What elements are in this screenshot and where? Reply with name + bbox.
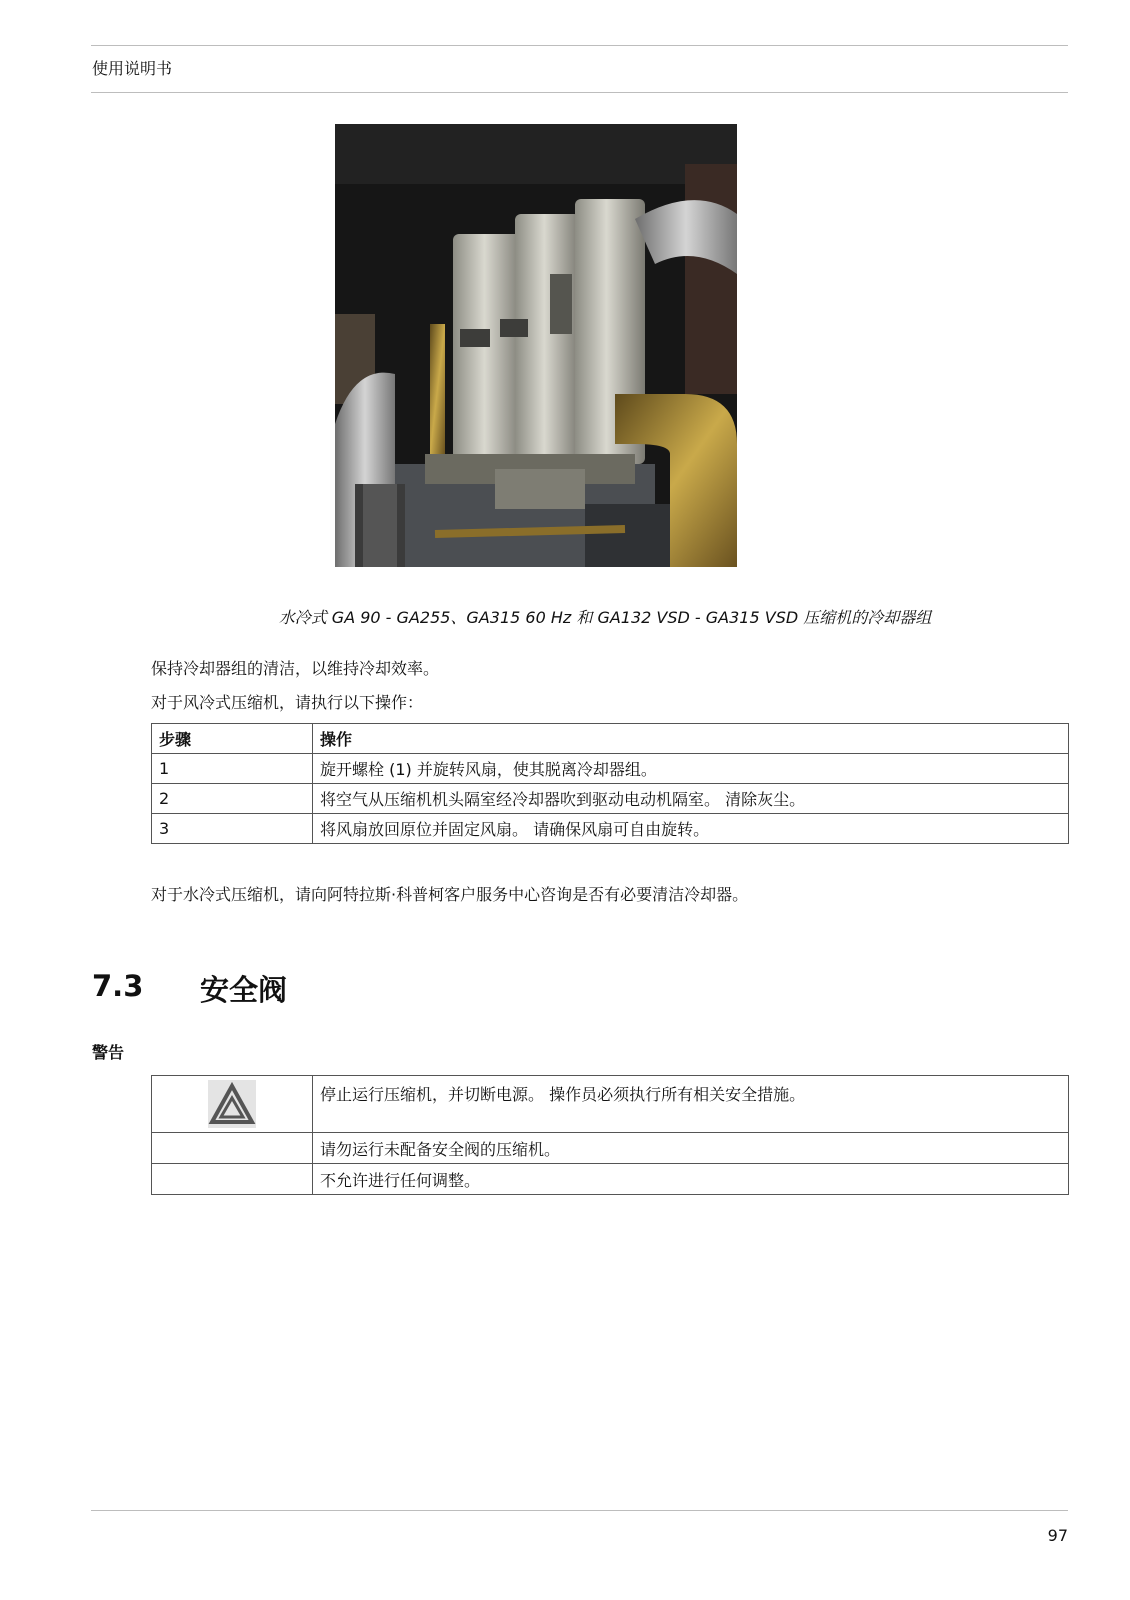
document-title: 使用说明书 xyxy=(92,59,173,78)
warning-text: 不允许进行任何调整。 xyxy=(313,1164,1069,1195)
intro-paragraph-1: 保持冷却器组的清洁，以维持冷却效率。 xyxy=(151,659,440,678)
step-number: 2 xyxy=(152,784,313,814)
header-rule-top xyxy=(91,45,1068,46)
warning-text: 请勿运行未配备安全阀的压缩机。 xyxy=(313,1133,1069,1164)
intro-paragraph-2: 对于风冷式压缩机，请执行以下操作： xyxy=(151,693,424,712)
column-header-step: 步骤 xyxy=(152,724,313,754)
column-header-action: 操作 xyxy=(313,724,1069,754)
step-action: 将风扇放回原位并固定风扇。 请确保风扇可自由旋转。 xyxy=(313,814,1069,844)
table-row xyxy=(152,1076,1069,1133)
step-number: 1 xyxy=(152,754,313,784)
warning-text: 停止运行压缩机，并切断电源。 操作员必须执行所有相关安全措施。 xyxy=(313,1076,1069,1133)
warning-triangle-icon xyxy=(208,1080,256,1128)
table-row xyxy=(152,784,1069,814)
section-number: 7.3 xyxy=(92,969,144,1003)
step-number: 3 xyxy=(152,814,313,844)
empty-cell xyxy=(152,1164,313,1195)
table-row xyxy=(152,754,1069,784)
empty-cell xyxy=(152,1133,313,1164)
water-cooled-note: 对于水冷式压缩机，请向阿特拉斯·科普柯客户服务中心咨询是否有必要清洁冷却器。 xyxy=(151,885,749,904)
table-row xyxy=(152,814,1069,844)
header-rule-bottom xyxy=(91,92,1068,93)
step-action: 旋开螺栓 (1) 并旋转风扇，使其脱离冷却器组。 xyxy=(313,754,1069,784)
warning-table xyxy=(151,1075,1069,1195)
table-header-row xyxy=(152,724,1069,754)
table-row xyxy=(152,1133,1069,1164)
table-row xyxy=(152,1164,1069,1195)
section-title: 安全阀 xyxy=(200,973,288,1007)
steps-table xyxy=(151,723,1069,844)
step-action: 将空气从压缩机机头隔室经冷却器吹到驱动电动机隔室。 清除灰尘。 xyxy=(313,784,1069,814)
figure-caption: 水冷式 GA 90 - GA255、GA315 60 Hz 和 GA132 VSD - GA315 VSD 压缩机的冷却器组 xyxy=(278,608,932,627)
warning-label: 警告 xyxy=(92,1043,125,1062)
page-number: 97 xyxy=(1047,1526,1068,1545)
cooler-block-photo xyxy=(335,124,737,567)
warning-icon-cell xyxy=(152,1076,313,1133)
footer-rule xyxy=(91,1510,1068,1511)
